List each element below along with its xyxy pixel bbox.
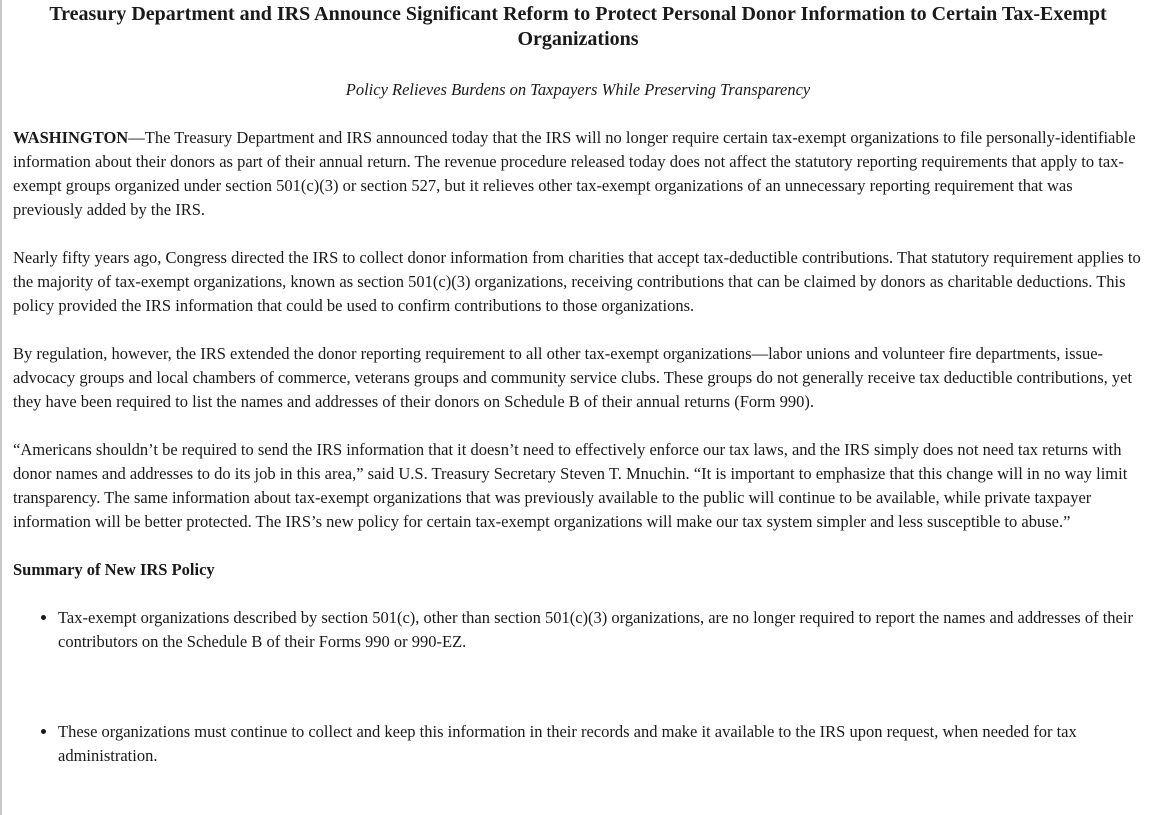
summary-heading: Summary of New IRS Policy (13, 560, 215, 579)
subheadline: Policy Relieves Burdens on Taxpayers While Preserving Transparency (345, 80, 811, 99)
paragraph-2: Nearly fifty years ago, Congress directed the IRS to collect donor information from charities that accept tax-deductible contributions. That statutory requirement applies to the majority of tax-exempt organizations, known as section 501(c)(3) organizations, receiving contributions that can be claimed by donors as charitable deductions. This policy provided the IRS information that could be used to confirm contributions to those organizations. (13, 248, 1141, 315)
page-left-border (0, 0, 2, 815)
paragraph-4-quote: “Americans shouldn’t be required to send the IRS information that it doesn’t need to effectively enforce our tax laws, and the IRS simply does not need tax returns with donor names and addresses to do its job in this area,” said U.S. Treasury Secretary Steven T. Mnuchin. “It is important to emphasize that this change will in no way limit transparency. The same information about tax-exempt organizations that was previously available to the public will continue to be available, while private taxpayer information will be better protected. The IRS’s new policy for certain tax-exempt organizations will make our tax system simpler and less susceptible to abuse.” (13, 440, 1128, 531)
summary-bullet: • Tax-exempt organizations described by section 501(c), other than section 501(c)(3) organizations, are no longer required to report the names and addresses of their contributors on the Schedule B of their Forms 990 or 990-EZ. (58, 606, 1143, 654)
headline: Treasury Department and IRS Announce Significant Reform to Protect Personal Donor Information to Certain Tax-Exempt Organizations (49, 3, 1107, 50)
press-release (13, 2, 1143, 768)
summary-bullet: • These organizations must continue to collect and keep this information in their records and make it available to the IRS upon request, when needed for tax administration. (58, 720, 1143, 768)
paragraph-3: By regulation, however, the IRS extended the donor reporting requirement to all other tax-exempt organizations—labor unions and volunteer fire departments, issue-advocacy groups and local chambers of commerce, veterans groups and community service clubs. These groups do not generally receive tax deductible contributions, yet they have been required to list the names and addresses of their donors on Schedule B of their annual returns (Form 990). (13, 344, 1133, 411)
dateline: WASHINGTON (13, 128, 129, 147)
summary-list (13, 606, 1143, 768)
paragraph-1-body: —The Treasury Department and IRS announced today that the IRS will no longer require certain tax-exempt organizations to file personally-identifiable information about their donors as part of their annual return. The revenue procedure released today does not affect the statutory reporting requirements that apply to tax-exempt groups organized under section 501(c)(3) or section 527, but it relieves other tax-exempt organizations of an unnecessary reporting requirement that was previously added by the IRS. (13, 128, 1136, 219)
paragraph-1 (13, 126, 1143, 222)
